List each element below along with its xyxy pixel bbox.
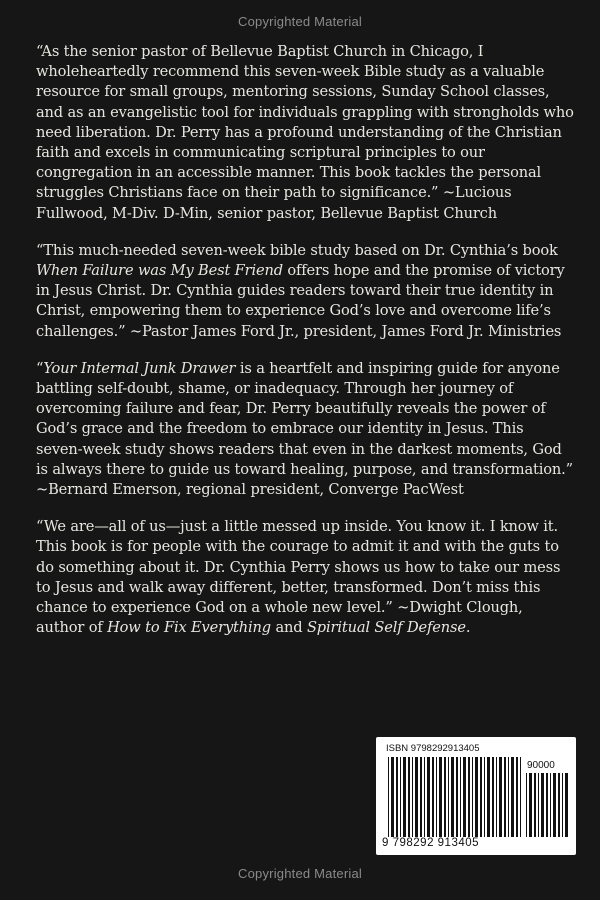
barcode-bar	[508, 757, 509, 837]
barcode-bar	[541, 773, 544, 837]
barcode-bar	[511, 757, 514, 837]
book-title: Your Internal Junk Drawer	[43, 359, 236, 377]
barcode-bar	[468, 757, 470, 837]
barcode-bar	[558, 773, 560, 837]
endorsement-emerson: “Your Internal Junk Drawer is a heartfelt and inspiring guide for anyone battling self-doubt, shame, or inadequacy. Through her journey of overcoming failure and fear, Dr. Perry beautifully reveals the power of God’s grace and the freedom to embrace our identity in Jesus. This seven-week study shows readers that even in the darkest moments, God is always there to guide us toward healing, purpose, and transformation.” ~Bernard Emerson, regional president, Converge PacWest	[36, 359, 573, 499]
barcode-bar	[396, 757, 398, 837]
endorsements	[36, 42, 574, 655]
barcode-bar	[400, 757, 401, 837]
barcode-bar	[496, 757, 497, 837]
barcode-bar	[526, 773, 527, 837]
barcode-bar	[463, 757, 466, 837]
barcode-bar	[550, 773, 551, 837]
barcode-bar	[516, 757, 518, 837]
barcode-bar	[448, 757, 449, 837]
barcode-bar	[420, 757, 422, 837]
isbn-label: ISBN 9798292913405	[386, 743, 480, 754]
barcode-bar	[538, 773, 539, 837]
watermark-top: Copyrighted Material	[238, 14, 362, 29]
barcode-bar	[529, 773, 532, 837]
barcode-bar	[472, 757, 473, 837]
price-code: 90000	[527, 760, 555, 771]
barcode-bar	[565, 773, 568, 837]
watermark-bottom: Copyrighted Material	[238, 866, 362, 881]
barcode-bar	[444, 757, 446, 837]
barcode-bar	[499, 757, 502, 837]
barcode-bar	[562, 773, 563, 837]
barcode-bar	[451, 757, 454, 837]
barcode-bar	[487, 757, 490, 837]
barcode-bar	[415, 757, 418, 837]
barcode-bar	[403, 757, 406, 837]
barcode-bar	[475, 757, 478, 837]
isbn-barcode	[376, 737, 576, 855]
barcode-bar	[546, 773, 548, 837]
barcode-bar	[412, 757, 413, 837]
endorsement-text: “As the senior pastor of Bellevue Baptist Church in Chicago, I wholeheartedly recommend this seven-week Bible study as a valuable resource for small groups, mentoring sessions, Sunday School classes, and as an evangelistic tool for individuals grappling with strongholds who need liberation. Dr. Perry has a profound understanding of the Christian faith and excels in communicating scriptural principles to our congregation in an accessible manner. This book tackles the personal struggles Christians face on their path to significance.” ~Lucious Fullwood, M-Div. D-Min, senior pastor, Bellevue Baptist Church	[36, 43, 574, 222]
endorsement-fullwood	[36, 42, 574, 224]
barcode-bar	[504, 757, 506, 837]
isbn-digits: 9 798292 913405	[382, 837, 480, 849]
barcode-bar	[456, 757, 458, 837]
barcode-bar	[427, 757, 430, 837]
barcode-bar	[553, 773, 556, 837]
barcode-bar	[391, 757, 394, 837]
barcode-bar	[460, 757, 461, 837]
barcode-bar	[534, 773, 536, 837]
barcode-bar	[388, 757, 389, 837]
book-title: How to Fix Everything	[107, 619, 271, 637]
barcode-bar	[480, 757, 482, 837]
barcode-bar	[432, 757, 434, 837]
book-title: Spiritual Self Defense	[306, 619, 466, 637]
barcode-bar	[436, 757, 437, 837]
barcode-bar	[424, 757, 425, 837]
barcode-bar	[492, 757, 494, 837]
barcode-bar	[520, 757, 521, 837]
barcode-bar	[439, 757, 442, 837]
barcode-bar	[484, 757, 485, 837]
book-title: When Failure was My Best Friend	[36, 262, 283, 280]
endorsement-ford: “This much-needed seven-week bible study based on Dr. Cynthia’s book When Failure was My Best Friend offers hope and the promise of victory in Jesus Christ. Dr. Cynthia guides readers toward their true identity in Christ, empowering them to experience God’s love and overcome life’s challenges.” ~Pastor James Ford Jr., president, James Ford Jr. Ministries	[36, 241, 565, 340]
endorsement-clough: “We are—all of us—just a little messed up inside. You know it. I know it. This book is for people with the courage to admit it and with the guts to do something about it. Dr. Cynthia Perry shows us how to take our mess to Jesus and walk away different, better, transformed. Don’t miss this chance to experience God on a whole new level.” ~Dwight Clough, author of How to Fix Everything and Spiritual Self Defense.	[36, 518, 561, 637]
barcode-bar	[408, 757, 410, 837]
